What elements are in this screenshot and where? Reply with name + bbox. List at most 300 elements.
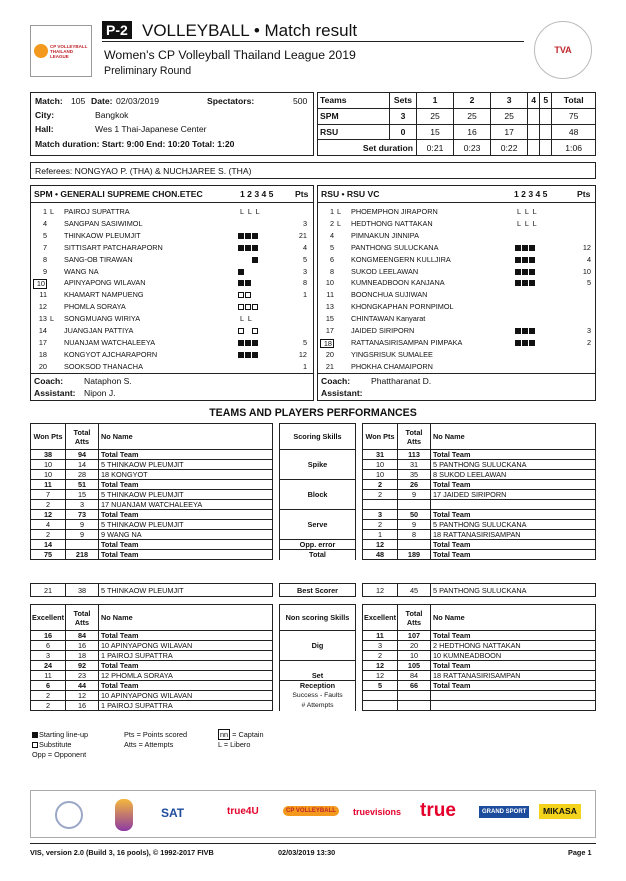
player-name-value: 5 PANTHONG SULUCKANA	[431, 520, 596, 530]
perf-row	[31, 480, 596, 490]
player-name-value: 9 WANG NA	[99, 530, 273, 540]
team-a-assistant-label: Assistant:	[34, 388, 76, 398]
player-number: 8	[329, 266, 334, 276]
atts-value: 44	[66, 681, 99, 691]
won-value: 11	[363, 631, 398, 641]
player-name: THINKAOW PLEUMJIT	[64, 230, 141, 240]
player-number: 21	[325, 361, 334, 371]
atts-value: 9	[398, 490, 431, 500]
lineup-squares	[238, 339, 259, 346]
won-value: 2	[363, 480, 398, 490]
player-name-value: Total Team	[431, 661, 596, 671]
player-name: RATTANASIRISAMPAN PIMPAKA	[351, 337, 463, 347]
player-number: 2	[329, 218, 334, 228]
player-row	[318, 337, 595, 348]
atts-value: 84	[398, 671, 431, 681]
won-value: 7	[31, 490, 66, 500]
player-points: 3	[586, 326, 591, 335]
h-set5: 5	[540, 93, 552, 109]
footer-version: VIS, version 2.0 (Build 3, 16 pools), © 1992-2017 FIVB	[30, 848, 214, 857]
atts-value: 16	[66, 641, 99, 651]
player-name-value: 5 THINKAOW PLEUMJIT	[99, 460, 273, 470]
atts-value	[398, 701, 431, 711]
player-row	[31, 313, 313, 324]
score-table	[317, 92, 596, 156]
skill-label: Spike	[280, 460, 356, 470]
atts-value: 189	[398, 550, 431, 560]
player-row	[318, 206, 595, 217]
player-name: CHINTAWAN Kanyarat	[351, 314, 426, 324]
atts-value: 15	[66, 490, 99, 500]
player-name: SANG-OB TIRAWAN	[64, 254, 133, 264]
atts-value: 73	[66, 510, 99, 520]
set-score	[540, 108, 552, 124]
skill-label: Opp. error	[280, 540, 356, 550]
page-title: VOLLEYBALL • Match result	[142, 21, 358, 40]
player-name-value	[431, 500, 596, 510]
atts-value: 14	[66, 460, 99, 470]
won-value	[363, 701, 398, 711]
header-atts: Total Atts	[398, 424, 431, 450]
hall-label: Hall:	[35, 124, 54, 134]
player-points: 5	[302, 254, 307, 264]
city-label: City:	[35, 110, 55, 120]
header-won: Excellent	[31, 605, 66, 631]
team-name: SPM	[318, 108, 390, 124]
team-a-coach: Nataphon S.	[84, 376, 132, 386]
player-row	[31, 337, 313, 348]
won-value: 10	[363, 460, 398, 470]
player-name-value: 18 KONGYOT	[99, 470, 273, 480]
header-skill: Non scoring Skills	[280, 605, 356, 631]
won-value	[363, 500, 398, 510]
won-value: 16	[31, 631, 66, 641]
perf-row	[31, 550, 596, 560]
player-number: 7	[42, 242, 47, 252]
player-name: JUANGJAN PATTIYA	[64, 326, 134, 335]
total-score: 75	[552, 108, 596, 124]
player-number: 20	[38, 361, 47, 371]
atts-value: 16	[66, 701, 99, 711]
perf-row	[31, 701, 596, 711]
header-name: No Name	[431, 605, 596, 631]
set-score: 17	[491, 124, 528, 140]
atts-value: 28	[66, 470, 99, 480]
date-value: 02/03/2019	[116, 96, 160, 106]
perf-row	[31, 691, 596, 701]
player-row	[318, 230, 595, 241]
header-name: No Name	[99, 424, 273, 450]
skill-label: Total	[280, 550, 356, 560]
won-value: 3	[363, 510, 398, 520]
player-name-value: Total Team	[431, 510, 596, 520]
player-row	[318, 218, 595, 229]
legend-starting: Starting line-up	[39, 730, 89, 739]
player-name: PIMNAKUN JINNIPA	[351, 230, 419, 240]
player-row	[318, 254, 595, 265]
header-won: Excellent	[363, 605, 398, 631]
player-points: 5	[586, 278, 591, 288]
date-label: Date:	[91, 96, 113, 106]
city-value: Bangkok	[95, 110, 129, 120]
player-name-value: Total Team	[431, 540, 596, 550]
player-points: 4	[302, 242, 307, 252]
perf-row	[31, 520, 596, 530]
sponsor-logo-1	[55, 801, 83, 829]
skill-label: Serve	[280, 520, 356, 530]
player-name: WANG NA	[64, 266, 99, 276]
player-name: APINYAPONG WILAVAN	[64, 278, 146, 288]
player-name-value: 5 PANTHONG SULUCKANA	[431, 460, 596, 470]
header-atts: Total Atts	[66, 424, 99, 450]
perf-row	[31, 641, 596, 651]
player-name: SOOKSOD THANACHA	[64, 361, 143, 371]
player-row	[318, 289, 595, 300]
player-role: L	[337, 207, 342, 216]
team-a-pts-header: Pts	[295, 189, 309, 199]
match-duration: Match duration: Start: 9:00 End: 10:20 Total: 1:20	[35, 139, 235, 149]
player-number: 10	[33, 279, 47, 288]
player-name: KONGMEENGERN KULLJIRA	[351, 254, 451, 264]
won-value: 2	[31, 701, 66, 711]
player-name: KHAMART NAMPUENG	[64, 290, 144, 300]
lineup-squares	[515, 256, 536, 263]
player-number: 11	[326, 290, 334, 300]
perf-title: TEAMS AND PLAYERS PERFORMANCES	[209, 407, 417, 419]
player-row	[31, 301, 313, 312]
legend-opp: Opp = Opponent	[32, 750, 87, 759]
player-number: 18	[38, 349, 47, 359]
set-score: 25	[417, 108, 454, 124]
header-name: No Name	[99, 605, 273, 631]
player-name: PANTHONG SULUCKANA	[351, 242, 439, 252]
player-row	[318, 242, 595, 253]
won-value: 11	[31, 671, 66, 681]
atts-value: 92	[66, 661, 99, 671]
player-name-value: 2 HEDTHONG NATTAKAN	[431, 641, 596, 651]
player-name: JAIDED SIRIPORN	[351, 326, 415, 335]
atts-value: 94	[66, 450, 99, 460]
atts-value: 10	[398, 651, 431, 661]
player-name-value: Total Team	[99, 631, 273, 641]
hall-value: Wes 1 Thai-Japanese Center	[95, 124, 207, 134]
best-scorer-label: Best Scorer	[280, 584, 356, 597]
player-name-value: Total Team	[431, 480, 596, 490]
player-points: 3	[302, 218, 307, 228]
competition: Women's CP Volleyball Thailand League 2019	[104, 48, 356, 62]
player-row	[318, 325, 595, 336]
legend-captain: = Captain	[232, 730, 264, 739]
lineup-squares	[515, 279, 536, 286]
set-score: 16	[454, 124, 491, 140]
player-points: 4	[586, 254, 591, 264]
atts-value: 9	[66, 530, 99, 540]
lineup-squares	[515, 268, 536, 275]
player-number: 12	[38, 302, 47, 312]
player-row	[31, 254, 313, 265]
atts-value	[398, 691, 431, 701]
won-value: 3	[31, 651, 66, 661]
skill-label	[280, 510, 356, 520]
match-number: 105	[71, 96, 86, 106]
player-number: 17	[38, 337, 47, 347]
player-name: PAIROJ SUPATTRA	[64, 207, 130, 216]
player-number: 15	[325, 314, 334, 324]
lineup-squares	[238, 291, 259, 298]
player-name-value: Total Team	[431, 550, 596, 560]
team-b-coach-label: Coach:	[321, 376, 351, 386]
sponsor-logo-2	[115, 799, 133, 831]
total-score: 48	[552, 124, 596, 140]
player-name: KONGYOT AJCHARAPORN	[64, 349, 158, 359]
lineup-squares	[238, 256, 259, 263]
player-name-value: 10 KUMNEADBOON	[431, 651, 596, 661]
player-number: 1	[329, 207, 334, 216]
player-name: PHOEMPHON JIRAPORN	[351, 207, 438, 216]
player-role: L	[50, 207, 55, 216]
player-points: 1	[302, 361, 307, 371]
player-number: 5	[42, 230, 47, 240]
atts-value: 218	[66, 550, 99, 560]
perf-row	[31, 460, 596, 470]
set-duration: 0:21	[417, 140, 454, 156]
player-row	[31, 242, 313, 253]
header	[30, 17, 596, 87]
perf-row	[31, 490, 596, 500]
player-row	[318, 266, 595, 277]
player-number: 13	[325, 302, 334, 312]
team-b-coach: Phattharanat D.	[371, 376, 432, 386]
match-info	[30, 92, 314, 156]
atts-value: 113	[398, 450, 431, 460]
won-value: 12	[31, 510, 66, 520]
player-row	[31, 218, 313, 229]
skill-label	[280, 480, 356, 490]
sets-won: 0	[390, 124, 417, 140]
player-number: 4	[329, 230, 334, 240]
player-number: 4	[42, 218, 47, 228]
player-name: BOONCHUA SUJIWAN	[351, 290, 428, 300]
player-role: L	[337, 218, 342, 228]
set-duration-row	[318, 140, 596, 156]
atts-value	[398, 540, 431, 550]
won-value: 10	[363, 470, 398, 480]
player-name-value: Total Team	[431, 450, 596, 460]
won-value: 14	[31, 540, 66, 550]
player-name-value: Total Team	[431, 631, 596, 641]
lineup-squares	[238, 303, 259, 310]
won-value: 10	[31, 460, 66, 470]
spectators-label: Spectators:	[207, 96, 255, 106]
h-set1: 1	[417, 93, 454, 109]
set-duration	[528, 140, 540, 156]
player-name-value: Total Team	[99, 661, 273, 671]
team-b-sets-header: 1 2 3 4 5	[514, 189, 548, 199]
lineup-squares	[238, 268, 259, 275]
set-duration: 0:23	[454, 140, 491, 156]
skill-label	[280, 470, 356, 480]
player-row	[31, 349, 313, 360]
player-name: PHOKHA CHAMAIPORN	[351, 361, 433, 371]
won-value: 1	[363, 530, 398, 540]
atts-value: 9	[398, 520, 431, 530]
player-name: SANGPAN SASIWIMOL	[64, 218, 143, 228]
player-row	[318, 301, 595, 312]
team-a-title: SPM • GENERALI SUPREME CHON.ETEC	[34, 189, 203, 199]
badge: P-2	[102, 21, 132, 39]
player-name: KHONGKAPHAN PORNPIMOL	[351, 302, 454, 312]
h-set2: 2	[454, 93, 491, 109]
atts-value: 51	[66, 480, 99, 490]
referees-box	[30, 162, 596, 179]
player-row	[318, 349, 595, 360]
player-number: 1	[42, 207, 47, 216]
legend	[30, 731, 370, 763]
perf-row	[31, 651, 596, 661]
sponsor-cp-volleyball: CP VOLLEYBALL	[283, 806, 339, 816]
set-duration: 0:22	[491, 140, 528, 156]
perf-row	[31, 671, 596, 681]
won-value: 12	[363, 661, 398, 671]
footer-page: Page 1	[568, 848, 592, 857]
won-value: 2	[31, 530, 66, 540]
h-teams: Teams	[318, 93, 390, 109]
player-number: 20	[325, 349, 334, 359]
player-number: 13	[38, 314, 47, 324]
atts-value: 9	[66, 520, 99, 530]
atts-value	[398, 500, 431, 510]
set-duration	[540, 140, 552, 156]
player-name: SUKOD LEELAWAN	[351, 266, 419, 276]
player-points: 10	[582, 266, 591, 276]
player-name-value: 18 RATTANASIRISAMPAN	[431, 671, 596, 681]
set-score: 25	[491, 108, 528, 124]
score-row	[318, 124, 596, 140]
player-row	[318, 361, 595, 372]
player-name-value: 1 PAIROJ SUPATTRA	[99, 651, 273, 661]
logo-right	[534, 21, 592, 79]
sponsor-true: true	[420, 800, 456, 821]
sets-won: 3	[390, 108, 417, 124]
won-value: 2	[363, 651, 398, 661]
won-value: 6	[31, 681, 66, 691]
legend-atts: Atts = Attempts	[124, 740, 174, 749]
perf-row	[31, 540, 596, 550]
player-name-value: 17 JAIDED SIRIPORN	[431, 490, 596, 500]
starting-lineup-icon	[32, 732, 38, 738]
won-value: 11	[31, 480, 66, 490]
round: Preliminary Round	[104, 65, 192, 77]
player-name-value: 10 APINYAPONG WILAVAN	[99, 641, 273, 651]
best-atts: 38	[66, 584, 99, 597]
perf-row	[31, 470, 596, 480]
player-row	[31, 289, 313, 300]
logo-right-text: TVA	[554, 45, 572, 55]
lineup-squares	[515, 339, 536, 346]
player-points: 3	[302, 266, 307, 276]
player-points: 1	[302, 290, 307, 300]
player-name-value: Total Team	[99, 550, 273, 560]
won-value: 2	[31, 691, 66, 701]
player-number: 11	[39, 290, 47, 300]
player-name: SITTISART PATCHARAPORN	[64, 242, 163, 252]
player-set-marks: L L L	[517, 218, 538, 228]
won-value: 12	[363, 671, 398, 681]
atts-value: 26	[398, 480, 431, 490]
perf-row	[31, 530, 596, 540]
spectators-value: 500	[293, 96, 308, 106]
skill-label	[280, 500, 356, 510]
player-row	[318, 313, 595, 324]
player-row	[31, 230, 313, 241]
player-name-value: Total Team	[99, 681, 273, 691]
lineup-squares	[515, 327, 536, 334]
best-atts: 45	[398, 584, 431, 597]
player-name: HEDTHONG NATTAKAN	[351, 218, 433, 228]
sponsor-grand-sport: GRAND SPORT	[479, 806, 529, 818]
player-number: 6	[329, 254, 334, 264]
skill-label	[280, 631, 356, 641]
player-name-value: Total Team	[99, 480, 273, 490]
player-name-value: Total Team	[99, 510, 273, 520]
skill-label: # Attempts	[280, 701, 356, 711]
set-duration-label: Set duration	[318, 140, 417, 156]
atts-value	[66, 540, 99, 550]
header-atts: Total Atts	[398, 605, 431, 631]
team-name: RSU	[318, 124, 390, 140]
won-value: 24	[31, 661, 66, 671]
atts-value: 12	[66, 691, 99, 701]
sponsors-bar	[30, 790, 596, 838]
player-name-value: 1 PAIROJ SUPATTRA	[99, 701, 273, 711]
team-b-pts-header: Pts	[577, 189, 591, 199]
player-number: 18	[320, 339, 334, 348]
perf-row	[31, 450, 596, 460]
won-value: 31	[363, 450, 398, 460]
player-row	[31, 361, 313, 372]
atts-value: 50	[398, 510, 431, 520]
captain-box-icon: nn	[220, 730, 229, 739]
player-number: 17	[325, 326, 334, 335]
player-name: YINGSRISUK SUMALEE	[351, 349, 433, 359]
header-won: Won Pts	[363, 424, 398, 450]
team-a-sets-header: 1 2 3 4 5	[240, 189, 274, 199]
player-points: 8	[302, 278, 307, 288]
team-a-roster	[30, 185, 314, 401]
best-name: 5 THINKAOW PLEUMJIT	[99, 584, 273, 597]
player-name-value: 5 THINKAOW PLEUMJIT	[99, 490, 273, 500]
player-number: 5	[329, 242, 334, 252]
player-name-value: Total Team	[431, 681, 596, 691]
footer-timestamp: 02/03/2019 13:30	[278, 848, 336, 857]
perf-row	[31, 500, 596, 510]
atts-value: 35	[398, 470, 431, 480]
won-value: 38	[31, 450, 66, 460]
player-name-value: 8 SUKOD LEELAWAN	[431, 470, 596, 480]
player-name-value: 17 NUANJAM WATCHALEEYA	[99, 500, 273, 510]
set-score	[528, 124, 540, 140]
player-name: KUMNEADBOON KANJANA	[351, 278, 445, 288]
atts-value: 105	[398, 661, 431, 671]
player-name-value: Total Team	[99, 450, 273, 460]
h-total: Total	[552, 93, 596, 109]
atts-value: 107	[398, 631, 431, 641]
atts-value: 23	[66, 671, 99, 681]
player-set-marks: L L L	[240, 207, 261, 216]
player-points: 5	[302, 337, 307, 347]
player-name: PHOMLA SORAYA	[64, 302, 126, 312]
skill-label: Dig	[280, 641, 356, 651]
